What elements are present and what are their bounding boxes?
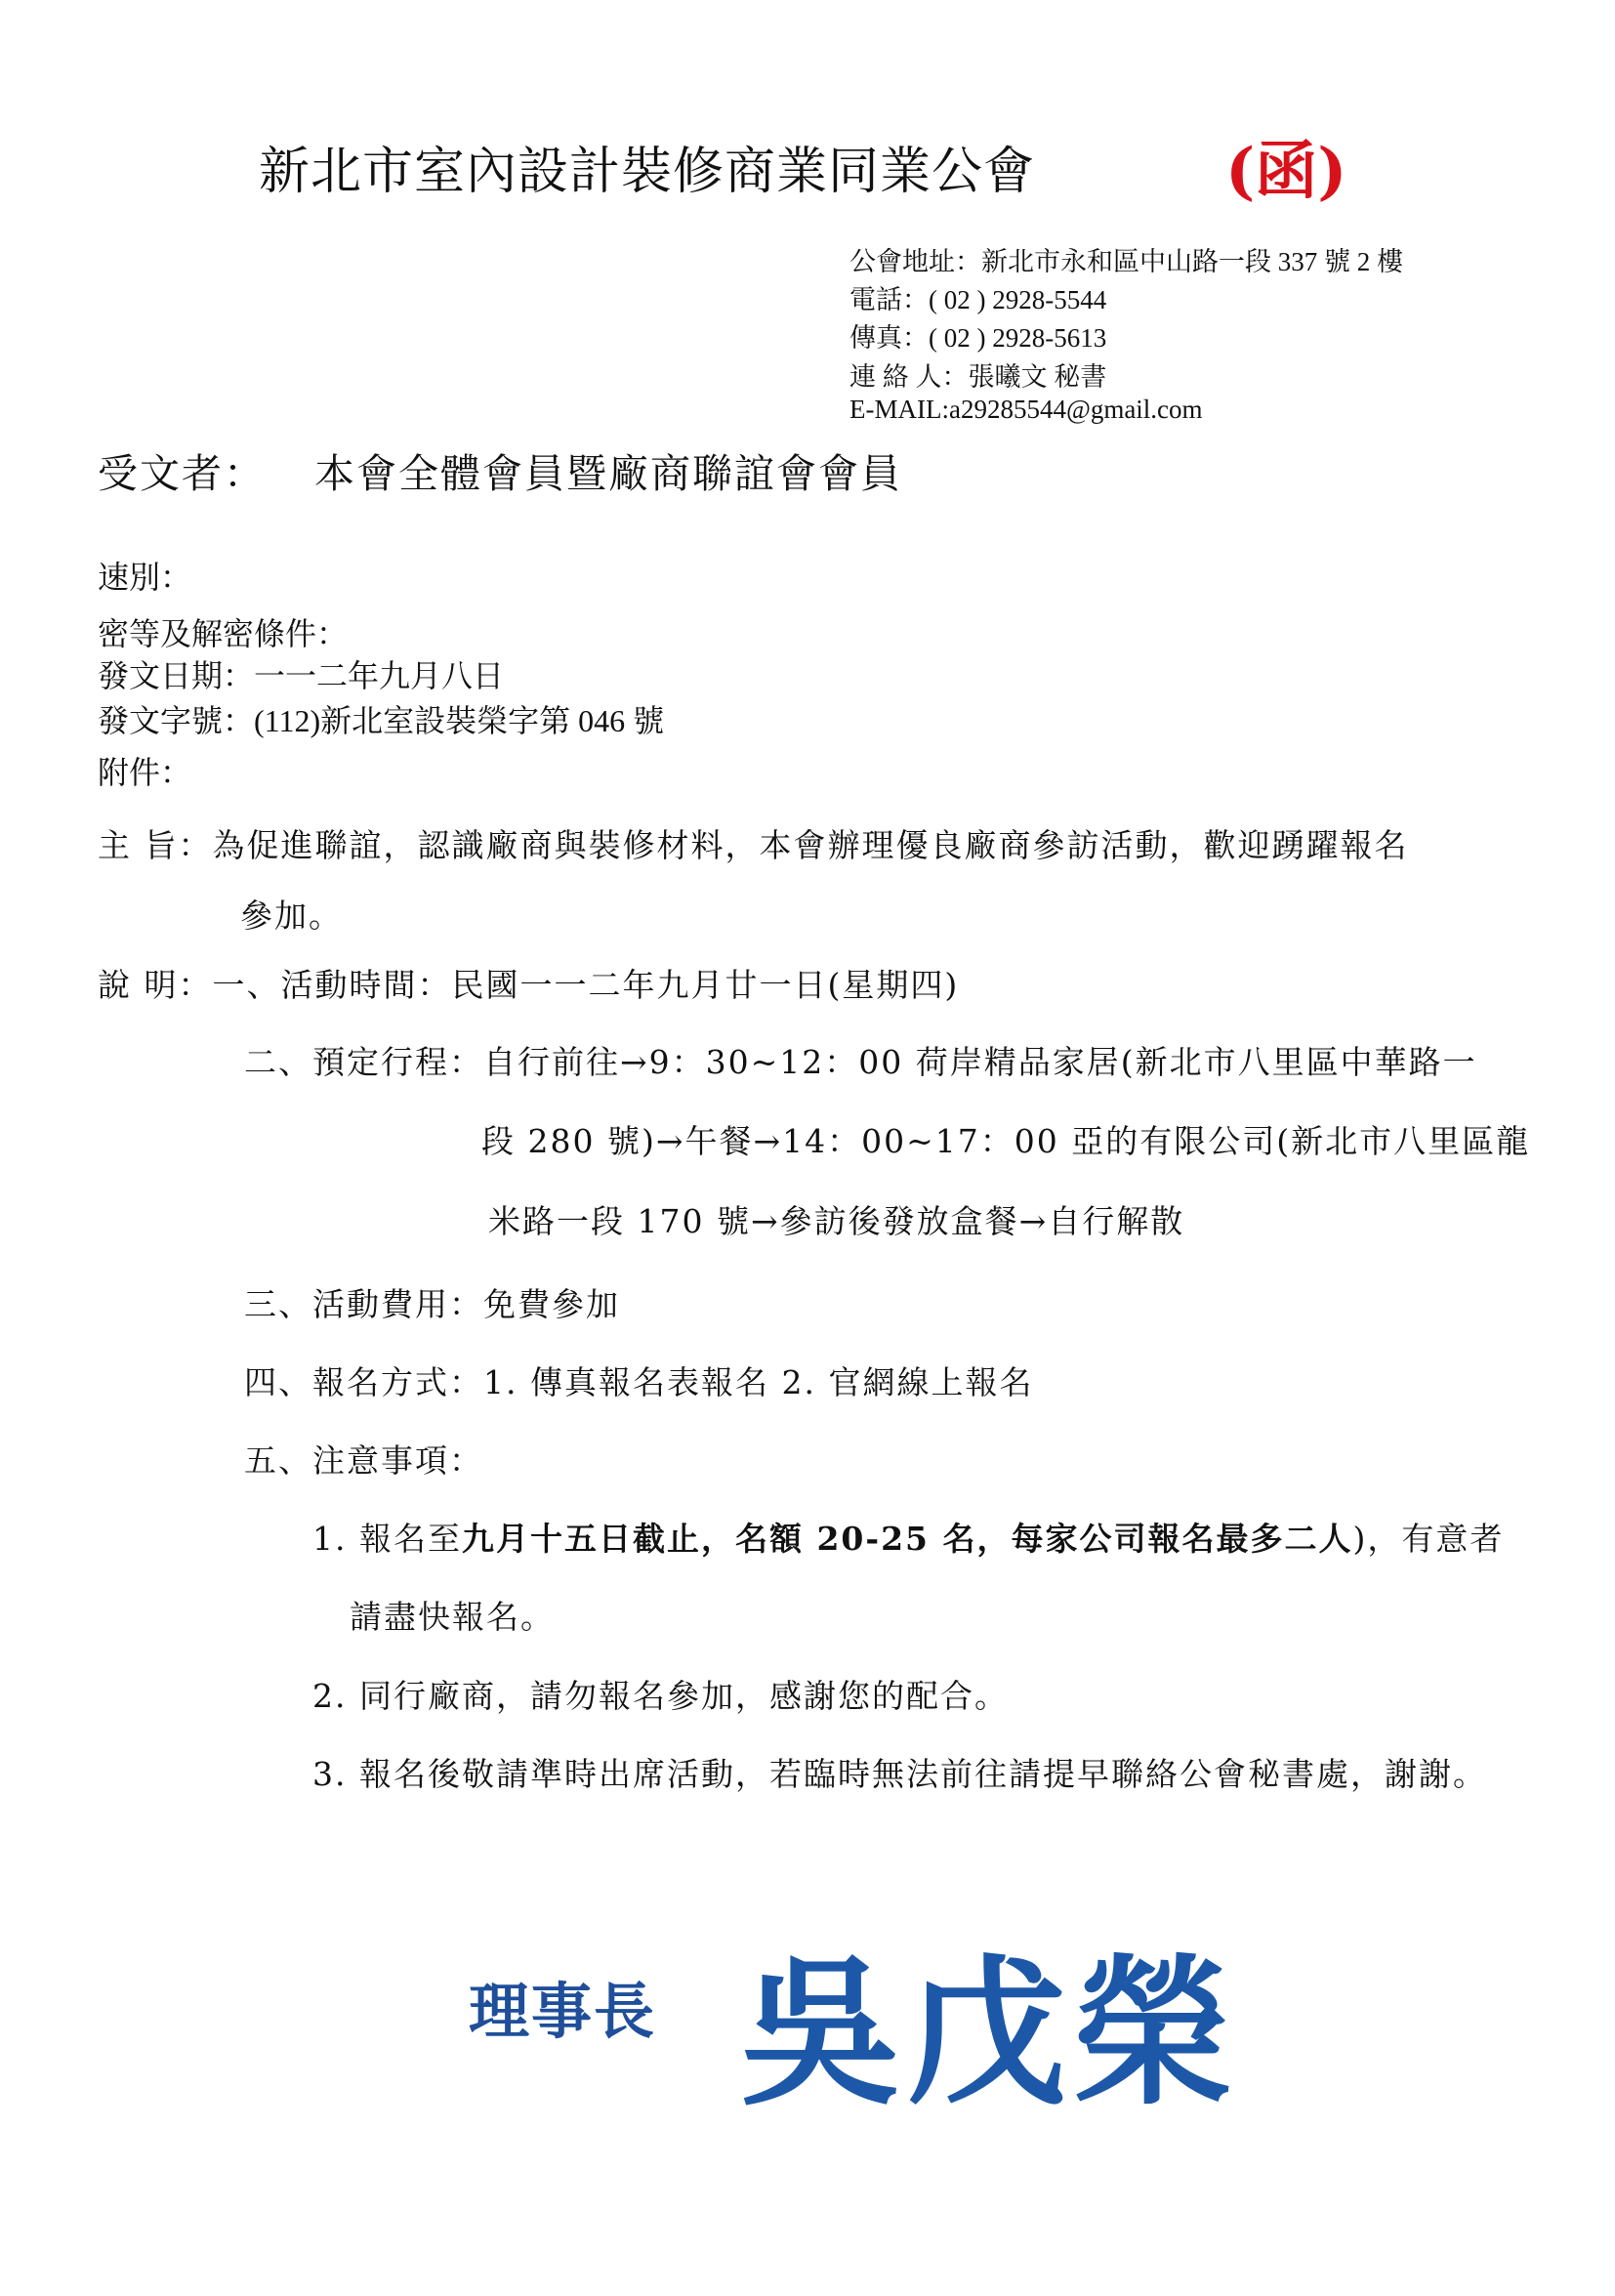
contact-fax: 傳真：( 02 ) 2928-5613 bbox=[849, 323, 1107, 353]
subject-line-1: 主 旨：為促進聯誼，認識廠商與裝修材料，本會辦理優良廠商參訪活動，歡迎踴躍報名 bbox=[98, 826, 1409, 864]
contact-email: E-MAIL:a29285544@gmail.com bbox=[849, 395, 1203, 424]
note-1-suffix: )，有意者 bbox=[1352, 1520, 1505, 1558]
itinerary-line-1: 二、預定行程：自行前往→9：30~12：00 荷岸精品家居(新北市八里區中華路一 bbox=[244, 1043, 1477, 1081]
fee-item: 三、活動費用：免費參加 bbox=[244, 1285, 620, 1323]
recipient-line bbox=[98, 441, 902, 499]
letter-type-mark: (函) bbox=[1225, 135, 1347, 208]
itinerary-line-3: 米路一段 170 號→參訪後發放盒餐→自行解散 bbox=[488, 1202, 1185, 1240]
recipient-label: 受文者： bbox=[98, 450, 266, 497]
note-3: 3. 報名後敬請準時出席活動，若臨時無法前往請提早聯絡公會秘書處，謝謝。 bbox=[312, 1755, 1487, 1793]
explanation-item-1: 說 明：一、活動時間：民國一一二年九月廿一日(星期四) bbox=[98, 966, 960, 1004]
attachment-field: 附件： bbox=[98, 755, 192, 790]
notes-heading: 五、注意事項： bbox=[244, 1441, 483, 1480]
itinerary-line-2: 段 280 號)→午餐→14：00~17：00 亞的有限公司(新北市八里區龍 bbox=[481, 1122, 1531, 1160]
org-title: 新北市室內設計裝修商業同業公會 bbox=[259, 143, 1036, 201]
reference-number: 發文字號：(112)新北室設裝榮字第 046 號 bbox=[98, 703, 665, 738]
contact-address: 公會地址：新北市永和區中山路一段 337 號 2 樓 bbox=[849, 247, 1403, 276]
registration-method-item: 四、報名方式：1. 傳真報名表報名 2. 官網線上報名 bbox=[244, 1363, 1034, 1401]
contact-phone: 電話：( 02 ) 2928-5544 bbox=[849, 285, 1107, 314]
subject-line-2: 參加。 bbox=[240, 897, 343, 935]
signature-role: 理事長 bbox=[469, 1976, 657, 2047]
chairman-signature-stamp bbox=[459, 1904, 1318, 2127]
note-1-deadline: 九月十五日截止，名額 20-25 名，每家公司報名最多二人 bbox=[461, 1520, 1353, 1558]
signature-name: 吳戊榮 bbox=[740, 1939, 1239, 2127]
contact-person: 連 絡 人：張曦文 秘書 bbox=[849, 362, 1107, 392]
secrecy-field: 密等及解密條件： bbox=[98, 616, 349, 651]
note-1-line-2: 請盡快報名。 bbox=[350, 1598, 555, 1636]
note-1-prefix: 1. 報名至 bbox=[312, 1520, 462, 1558]
note-2: 2. 同行廠商，請勿報名參加，感謝您的配合。 bbox=[312, 1677, 1009, 1715]
note-1-line-1 bbox=[312, 1514, 1504, 1560]
recipient-value: 本會全體會員暨廠商聯誼會會員 bbox=[314, 450, 902, 497]
issue-date: 發文日期：一一二年九月八日 bbox=[98, 658, 505, 693]
speed-field: 速別： bbox=[98, 560, 192, 595]
